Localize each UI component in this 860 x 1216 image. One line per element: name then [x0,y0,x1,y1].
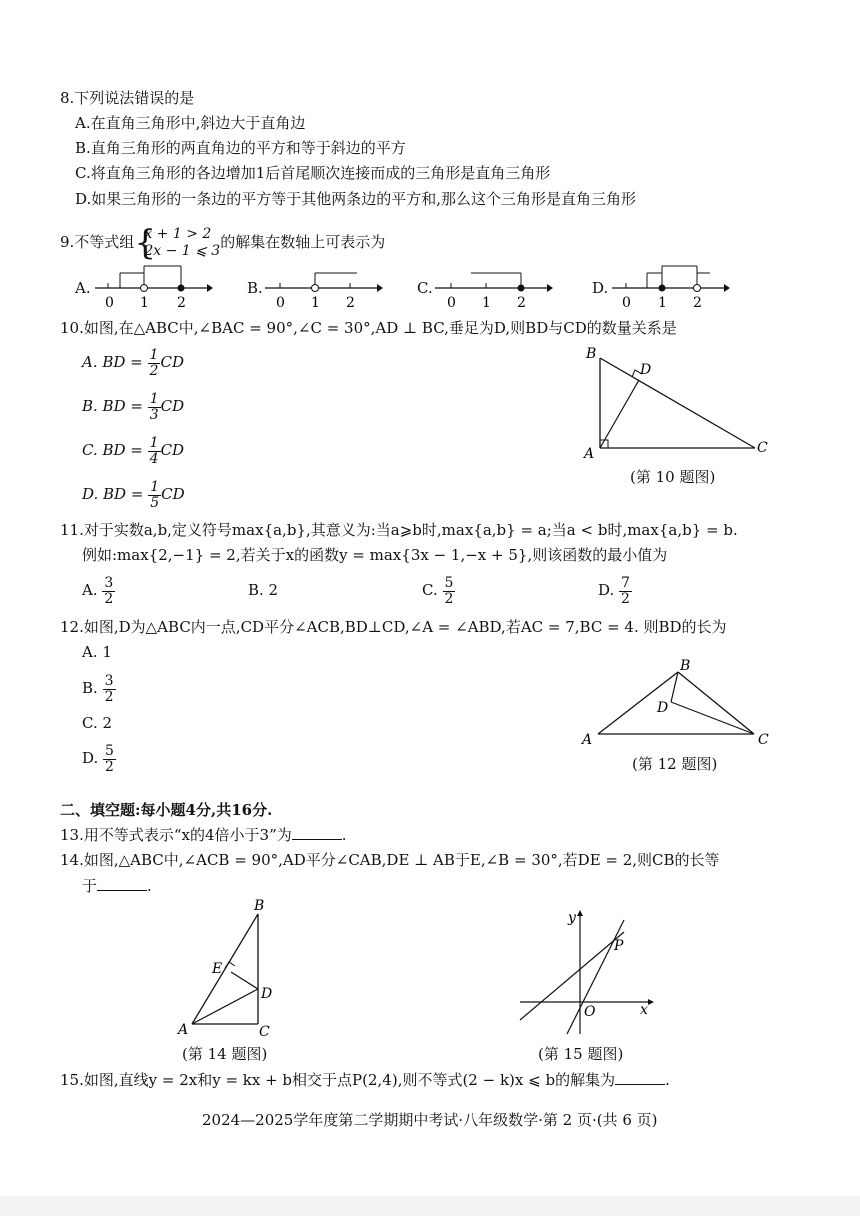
tick-0: 0 [276,295,285,311]
q15-stem: 15.如图,直线y = 2x和y = kx + b相交于点P(2,4),则不等式(2 − k)x ⩽ b的解集为 . [60,1071,670,1089]
q12-caption: (第 12 题图) [632,755,718,773]
q8-option-c: C.将直角三角形的各边增加1后首尾顺次连接而成的三角形是直角三角形 [75,164,551,182]
q10-caption: (第 10 题图) [630,468,716,486]
section-2-heading: 二、填空题:每小题4分,共16分. [60,801,273,819]
q8-option-d: D.如果三角形的一条边的平方等于其他两条边的平方和,那么这个三角形是直角三角形 [75,190,637,208]
q14-figure [172,896,282,1041]
q9-option-b-letter: B. [247,279,263,297]
tick-0: 0 [105,295,114,311]
label-c: C [259,1024,270,1040]
q10-option-d: D. BD = $\frac{1}{5}$ CD [82,478,185,511]
q12-option-b: B. $\frac{3}{2}$ [82,672,114,705]
label-c: C [758,732,769,748]
label-x: x [640,1002,648,1018]
q11-line-2: 例如:max{2,−1} = 2,若关于x的函数y = max{3x − 1,−x + 5},则该函数的最小值为 [82,546,668,564]
q9-option-d-letter: D. [592,279,609,297]
q11-option-c: C. $\frac{5}{2}$ [422,574,454,607]
q11-line-1: 11.对于实数a,b,定义符号max{a,b},其意义为:当a⩾b时,max{a,b} = a;当a < b时,max{a,b} = b. [60,521,738,539]
tick-1: 1 [482,295,491,311]
tick-2: 2 [517,295,526,311]
label-a: A [582,732,593,748]
tick-1: 1 [140,295,149,311]
label-y: y [568,910,576,926]
q8-option-a: A.在直角三角形中,斜边大于直角边 [75,114,306,132]
tick-1: 1 [311,295,320,311]
label-b: B [254,898,265,914]
q9-option-c-letter: C. [417,279,433,297]
label-b: B [586,346,597,362]
label-p: P [614,938,624,954]
q9-inequality-system: { x + 1 > 2 2x − 1 ⩽ 3 [134,223,221,263]
label-e: E [212,961,223,977]
q12-stem: 12.如图,D为△ABC内一点,CD平分∠ACB,BD⊥CD,∠A = ∠ABD,若AC = 7,BC = 4. 则BD的长为 [60,618,727,636]
q9-option-a-letter: A. [75,279,91,297]
bottom-strip [0,1196,860,1216]
tick-2: 2 [693,295,702,311]
q8-option-b: B.直角三角形的两直角边的平方和等于斜边的平方 [75,139,406,157]
label-o: O [584,1004,596,1020]
label-a: A [178,1022,189,1038]
tick-2: 2 [177,295,186,311]
tick-2: 2 [346,295,355,311]
q10-stem: 10.如图,在△ABC中,∠BAC = 90°,∠C = 30°,AD ⊥ BC,垂足为D,则BD与CD的数量关系是 [60,319,677,337]
q10-option-b: B. BD = $\frac{1}{3}$ CD [82,390,185,423]
q12-option-d: D. $\frac{5}{2}$ [82,742,114,775]
q9-number-line-b [265,262,385,312]
q14-caption: (第 14 题图) [182,1045,268,1063]
q12-option-c: C. 2 [82,714,113,732]
q9-number-line-a [95,262,215,312]
q14-line-2: 于 . [82,877,152,895]
q12-option-a: A. 1 [82,643,112,661]
q13-answer-blank[interactable] [292,825,342,840]
q9-stem-prefix: 9.不等式组 [60,233,135,251]
q9-ineq-2: 2x − 1 ⩽ 3 [144,243,221,259]
label-c: C [757,440,768,456]
label-b: B [680,658,691,674]
q14-line-1: 14.如图,△ABC中,∠ACB = 90°,AD平分∠CAB,DE ⊥ AB于E,∠B = 30°,若DE = 2,则CB的长等 [60,851,720,869]
q11-option-a: A. $\frac{3}{2}$ [82,574,114,607]
q9-stem-suffix: 的解集在数轴上可表示为 [220,233,386,251]
q9-number-line-c [435,262,555,312]
page-footer: 2024—2025学年度第二学期期中考试·八年级数学·第 2 页·(共 6 页) [202,1111,658,1129]
tick-0: 0 [622,295,631,311]
q10-option-a: A. BD = $\frac{1}{2}$ CD [82,346,184,379]
label-d: D [261,986,273,1002]
q15-caption: (第 15 题图) [538,1045,624,1063]
label-d: D [657,700,669,716]
label-a: A [584,446,595,460]
q8-stem: 8.下列说法错误的是 [60,89,195,107]
q10-option-c: C. BD = $\frac{1}{4}$ CD [82,434,185,467]
tick-1: 1 [658,295,667,311]
tick-0: 0 [447,295,456,311]
q15-figure [512,906,662,1041]
q10-figure [580,340,780,460]
q11-option-b: B. 2 [248,581,279,599]
q9-ineq-1: x + 1 > 2 [144,226,212,242]
q14-answer-blank[interactable] [97,876,147,891]
q15-answer-blank[interactable] [615,1070,665,1085]
q12-figure [578,652,778,752]
q11-option-d: D. $\frac{7}{2}$ [598,574,630,607]
q13-stem: 13.用不等式表示“x的4倍小于3”为 . [60,826,347,844]
q9-stem [60,223,386,263]
q9-number-line-d [612,262,732,312]
label-d: D [640,362,652,378]
